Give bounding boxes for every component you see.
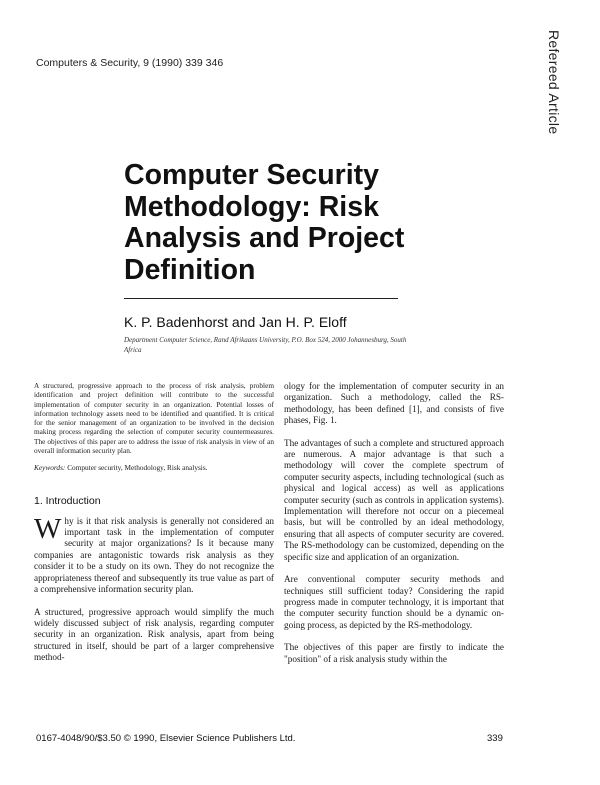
article-authors: K. P. Badenhorst and Jan H. P. Eloff <box>124 314 347 330</box>
footer-copyright: 0167-4048/90/$3.50 © 1990, Elsevier Science Publishers Ltd. <box>36 733 296 744</box>
page-number: 339 <box>487 733 503 744</box>
right-paragraph-4: The objectives of this paper are firstly to indicate the "position" of a risk analysis study within the <box>284 642 504 664</box>
keywords-text: Computer security, Methodology, Risk analysis. <box>67 463 208 473</box>
abstract: A structured, progressive approach to the process of risk analysis, problem identification and project definition will contribute to the successful implementation of computer security in an organization. Potential losses of information technology assets need to be identified and quantified. It is critical for the senior management of an organization to be involved in the decision making process regarding the selection of computer security countermeasures. The objectives of this paper are to address the issue of risk analysis in view of an overall information security plan. <box>34 381 274 456</box>
drop-cap: W <box>34 512 62 545</box>
journal-reference: Computers & Security, 9 (1990) 339 346 <box>36 57 224 69</box>
right-paragraph-2: The advantages of such a complete and structured approach are numerous. A major advantage is that such a methodology will cover the complete spectrum of computer security aspects, including technological (such as physical and logical access) as well as applications computer security (such as controls in application systems). Implementation will therefore not occur on a piecemeal basis, but will be controlled by an ideal methodology, ensuring that all aspects of computer security are covered. The RS-methodology can be customized, depending on the specific size and application of an organization. <box>284 437 504 562</box>
left-column <box>34 381 274 675</box>
right-column <box>284 381 504 676</box>
keywords-label: Keywords: <box>34 463 66 473</box>
right-paragraph-3: Are conventional computer security methods and techniques still sufficient today? Considering the rapid progress made in computer technology, it is important that the computer security function should be a dynamic on-going process, as depicted by the RS-methodology. <box>284 574 504 630</box>
keywords <box>34 463 274 472</box>
title-rule <box>124 298 398 299</box>
intro-paragraph-1 <box>34 512 274 596</box>
author-affiliation: Department Computer Science, Rand Afrikaans University, P.O. Box 524, 2000 Johannesburg, South Africa <box>124 336 407 354</box>
intro-paragraph-1-text: hy is it that risk analysis is generally not considered an important task in the implementation of computer security at major organizations? Is it because many companies are antagonistic towards risk analysis as they consider it to be a study on its own. They do not recognize the appropriateness thereof and subsequently its true value as part of a comprehensive information security plan. <box>34 515 274 595</box>
article-title: Computer Security Methodology: Risk Analysis and Project Definition <box>124 159 405 286</box>
intro-paragraph-2: A structured, progressive approach would simplify the much widely discussed subject of risk analysis, regarding computer security in an organization. Risk analysis, apart from being structured in itself, should be part of a larger comprehensive method- <box>34 606 274 663</box>
right-paragraph-1: ology for the implementation of computer security in an organization. Such a methodology, called the RS-methodology, has been defined [1], and consists of five phases, Fig. 1. <box>284 381 504 426</box>
section-heading-introduction: 1. Introduction <box>34 494 101 507</box>
refereed-article-label: Refereed Article <box>546 30 562 135</box>
